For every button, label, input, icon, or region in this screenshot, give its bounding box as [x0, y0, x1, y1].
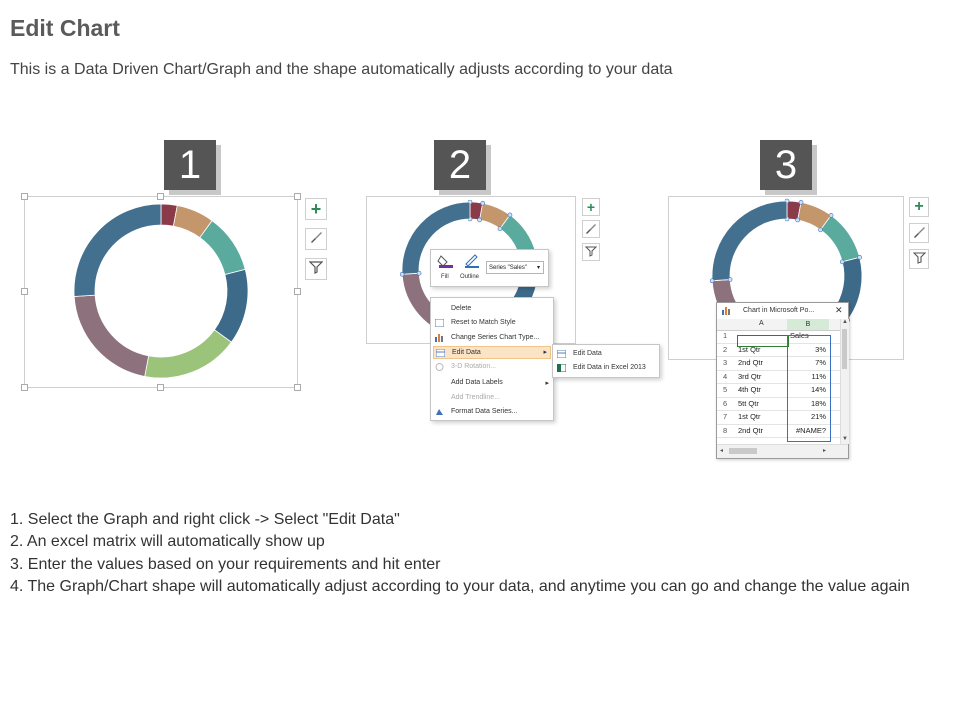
selection-handle[interactable] [796, 218, 800, 222]
row-number: 6 [723, 398, 728, 408]
menu-item-add-trendline: Add Trendline... [451, 394, 501, 401]
donut-slice[interactable] [74, 295, 148, 376]
close-icon[interactable]: ✕ [835, 305, 843, 315]
selection-handle[interactable] [858, 255, 862, 259]
paint-bucket-icon [437, 254, 455, 268]
cell-a[interactable]: 3rd Qtr [738, 371, 762, 381]
selection-handle[interactable] [840, 260, 844, 264]
cell-b[interactable]: 18% [810, 398, 826, 408]
step-number-1: 1 [164, 140, 216, 190]
scroll-thumb[interactable] [842, 329, 847, 369]
donut-slice[interactable] [145, 330, 232, 378]
cell-b[interactable]: 11% [811, 371, 826, 381]
cell-a[interactable]: 4th Qtr [738, 385, 761, 394]
step-number-3: 3 [760, 140, 812, 190]
donut-slice[interactable] [821, 215, 860, 262]
excel-icon [557, 364, 566, 372]
row-number: 7 [723, 412, 728, 421]
selection-handle[interactable] [728, 278, 732, 282]
filter-icon [309, 260, 323, 274]
row-number: 5 [723, 385, 728, 394]
format-series-icon [435, 408, 444, 416]
rotation-icon [435, 363, 444, 371]
brush-icon [585, 222, 597, 234]
row-number: 4 [723, 371, 728, 381]
edit-data-icon [436, 349, 445, 357]
menu-item-change-chart-type[interactable]: Change Series Chart Type... [431, 332, 553, 344]
cell-a[interactable]: 2nd Qtr [738, 425, 764, 435]
donut-slice[interactable] [74, 204, 161, 296]
edit-data-icon [557, 350, 566, 358]
menu-item-add-data-labels[interactable]: Add Data Labels ▸ [451, 379, 549, 387]
add-chart-element-button[interactable]: + [582, 198, 600, 216]
cell-a[interactable]: 1st Qtr [738, 344, 761, 354]
column-header-a[interactable]: A [759, 320, 764, 327]
context-menu [430, 297, 554, 421]
resize-handle[interactable] [294, 193, 301, 200]
menu-item-edit-data[interactable]: Edit Data ▸ [433, 346, 551, 359]
cell-b[interactable]: 21% [810, 412, 826, 421]
scroll-right-icon[interactable]: ▸ [823, 448, 827, 454]
scroll-left-icon[interactable]: ◂ [720, 448, 724, 454]
add-chart-element-button[interactable]: + [305, 198, 327, 220]
chevron-down-icon: ▾ [536, 265, 540, 271]
cell-b[interactable]: 7% [815, 358, 826, 367]
instruction-step: 1. Select the Graph and right click -> Select "Edit Data" [10, 511, 400, 528]
excel-titlebar[interactable] [717, 303, 848, 320]
format-mini-toolbar [430, 249, 549, 287]
instruction-step: 4. The Graph/Chart shape will automatically adjust according to your data, and anytime you can go and change the value again [10, 577, 910, 595]
brush-icon [913, 225, 926, 238]
cell-a[interactable]: 2nd Qtr [738, 358, 764, 367]
selection-handle[interactable] [508, 213, 512, 217]
donut-chart-1[interactable] [66, 196, 256, 386]
scroll-thumb[interactable] [729, 448, 757, 454]
fill-button[interactable] [437, 254, 455, 268]
menu-item-format-data-series[interactable]: Format Data Series... [431, 406, 553, 418]
outline-button[interactable] [463, 254, 481, 268]
chart-style-button[interactable] [909, 223, 929, 243]
chart-style-button[interactable] [305, 228, 327, 250]
instructions-list [10, 509, 940, 598]
edit-data-submenu [552, 344, 660, 378]
resize-handle[interactable] [21, 288, 28, 295]
selection-handle[interactable] [417, 271, 421, 275]
donut-slices[interactable] [74, 204, 248, 378]
submenu-arrow-icon: ▸ [545, 380, 549, 387]
page-title: Edit Chart [10, 15, 120, 41]
chart-filter-button[interactable] [909, 249, 929, 269]
excel-window [716, 302, 849, 459]
resize-handle[interactable] [294, 288, 301, 295]
chart-type-icon [435, 334, 444, 342]
horizontal-scrollbar[interactable] [717, 444, 848, 458]
submenu-item-edit-in-excel[interactable]: Edit Data in Excel 2013 [553, 362, 659, 374]
filter-icon [585, 245, 597, 257]
instruction-step: 3. Enter the values based on your requirements and hit enter [10, 555, 441, 573]
cell-b[interactable]: 14% [810, 385, 826, 394]
donut-slice[interactable] [200, 221, 245, 275]
page-subtitle: This is a Data Driven Chart/Graph and the shape automatically adjusts according to your data [10, 61, 673, 78]
resize-handle[interactable] [294, 384, 301, 391]
column-header-b[interactable]: B [787, 319, 829, 330]
menu-item-3d-rotation: 3-D Rotation... [431, 361, 553, 373]
series-select-value: Series "Sales" [489, 265, 527, 271]
row-number: 1 [723, 331, 728, 340]
cell-b[interactable]: #NAME? [795, 425, 826, 435]
scroll-down-icon[interactable]: ▼ [842, 436, 848, 442]
excel-title: Chart in Microsoft Po... [743, 307, 815, 314]
active-cell[interactable] [737, 335, 789, 347]
donut-slice[interactable] [214, 269, 248, 342]
pen-icon [463, 254, 481, 268]
data-range-highlight [787, 335, 831, 442]
series-select[interactable] [486, 261, 544, 274]
submenu-item-edit-data[interactable]: Edit Data [553, 348, 659, 360]
donut-slice[interactable] [712, 201, 787, 281]
selection-handle[interactable] [478, 218, 482, 222]
row-number: 3 [723, 358, 728, 367]
selection-handle[interactable] [498, 227, 502, 231]
fill-label: Fill [441, 274, 449, 280]
menu-item-delete[interactable]: Delete [451, 305, 472, 312]
chart-filter-button[interactable] [305, 258, 327, 280]
cell-b[interactable]: Sales [790, 331, 809, 340]
row-number: 2 [723, 344, 728, 354]
outline-label: Outline [460, 274, 480, 280]
resize-handle[interactable] [21, 193, 28, 200]
filter-icon [913, 251, 926, 264]
add-chart-element-button[interactable]: + [909, 197, 929, 217]
chart-filter-button[interactable] [582, 243, 600, 261]
selection-handle[interactable] [799, 200, 803, 204]
vertical-scrollbar[interactable] [840, 319, 849, 444]
chart-style-button[interactable] [582, 220, 600, 238]
selection-handle[interactable] [829, 213, 833, 217]
cell-b[interactable]: 3% [815, 344, 826, 354]
brush-icon [309, 230, 323, 244]
resize-handle[interactable] [21, 384, 28, 391]
chart-icon [722, 307, 731, 315]
selection-handle[interactable] [710, 279, 714, 283]
selection-handle[interactable] [819, 228, 823, 232]
reset-style-icon [435, 319, 444, 327]
instruction-step: 2. An excel matrix will automatically show up [10, 533, 325, 551]
row-number: 8 [723, 425, 728, 435]
cell-a[interactable]: 5tt Qtr [738, 398, 759, 408]
cell-a[interactable]: 1st Qtr [738, 412, 761, 421]
submenu-arrow-icon: ▸ [543, 349, 547, 356]
selection-handle[interactable] [481, 201, 485, 205]
selection-handle[interactable] [400, 272, 404, 276]
menu-item-reset-style[interactable]: Reset to Match Style [431, 317, 553, 329]
step-number-2: 2 [434, 140, 486, 190]
scroll-up-icon[interactable]: ▲ [842, 319, 848, 325]
